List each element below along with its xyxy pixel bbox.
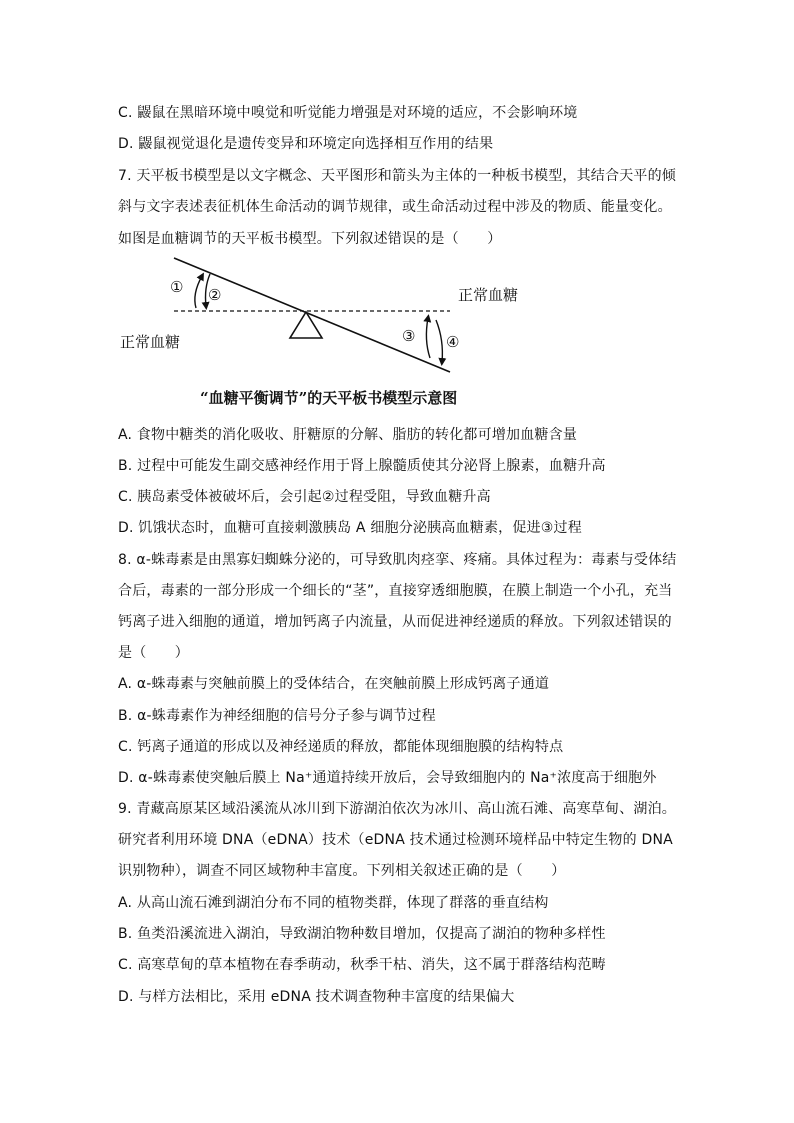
arrow-down-4 [436,320,442,362]
question-8-stem-line-4: 是（ ） [118,645,189,661]
option-c-q9: C. 高寒草甸的草本植物在春季萌动，秋季干枯、消失，这不属于群落结构范畴 [118,957,606,973]
option-a-q7: A. 食物中糖类的消化吸收、肝糖原的分解、脂肪的转化都可增加血糖含量 [118,427,578,443]
balance-beam [174,258,450,372]
option-c-q8: C. 钙离子通道的形成以及神经递质的释放，都能体现细胞膜的结构特点 [118,739,564,755]
balance-diagram [112,250,552,420]
question-7-stem-line-2: 斜与文字表述表征机体生命活动的调节规律，或生命活动过程中涉及的物质、能量变化。 [118,199,672,215]
fulcrum-triangle [290,312,322,338]
question-8-stem-line-2: 合后，毒素的一部分形成一个细长的“茎”，直接穿透细胞膜，在膜上制造一个小孔，充当 [118,583,673,599]
marker-4: ④ [446,333,460,351]
arrow-up-1 [195,276,202,308]
option-d-q8: D. α-蛛毒素使突触后膜上 Na⁺通道持续开放后，会导致细胞内的 Na⁺浓度高于细胞外 [118,770,657,786]
marker-1: ① [170,278,184,296]
option-d-q6: D. 鼹鼠视觉退化是遗传变异和环境定向选择相互作用的结果 [118,136,494,152]
right-label-normal-glucose: 正常血糖 [458,286,519,304]
question-7-stem-line-1: 7. 天平板书模型是以文字概念、天平图形和箭头为主体的一种板书模型，其结合天平的倾 [118,168,677,184]
question-8-stem-line-3: 钙离子进入细胞的通道，增加钙离子内流量，从而促进神经递质的释放。下列叙述错误的 [118,614,672,630]
arrow-up-3 [426,318,430,358]
left-label-normal-glucose: 正常血糖 [120,333,181,351]
diagram-caption: “血糖平衡调节”的天平板书模型示意图 [200,389,458,407]
question-9-stem-line-2: 研究者利用环境 DNA（eDNA）技术（eDNA 技术通过检测环境样品中特定生物的 DNA [118,832,673,848]
option-c-q7: C. 胰岛素受体被破坏后，会引起②过程受阻，导致血糖升高 [118,489,491,505]
question-9-stem-line-3: 识别物种），调查不同区域物种丰富度。下列相关叙述正确的是（ ） [118,863,566,879]
option-d-q9: D. 与样方法相比，采用 eDNA 技术调查物种丰富度的结果偏大 [118,989,515,1005]
question-7-stem-line-3: 如图是血糖调节的天平板书模型。下列叙述错误的是（ ） [118,231,502,247]
option-b-q9: B. 鱼类沿溪流进入湖泊，导致湖泊物种数目增加，仅提高了湖泊的物种多样性 [118,926,606,942]
option-d-q7: D. 饥饿状态时，血糖可直接刺激胰岛 A 细胞分泌胰高血糖素，促进③过程 [118,520,582,536]
option-b-q8: B. α-蛛毒素作为神经细胞的信号分子参与调节过程 [118,708,436,724]
marker-2: ② [208,286,222,304]
option-b-q7: B. 过程中可能发生副交感神经作用于肾上腺髓质使其分泌肾上腺素，血糖升高 [118,458,606,474]
marker-3: ③ [402,327,416,345]
option-a-q8: A. α-蛛毒素与突触前膜上的受体结合，在突触前膜上形成钙离子通道 [118,676,550,692]
option-a-q9: A. 从高山流石滩到湖泊分布不同的植物类群，体现了群落的垂直结构 [118,895,549,911]
option-c-q6: C. 鼹鼠在黑暗环境中嗅觉和听觉能力增强是对环境的适应，不会影响环境 [118,105,578,121]
question-9-stem-line-1: 9. 青藏高原某区域沿溪流从冰川到下游湖泊依次为冰川、高山流石滩、高寒草甸、湖泊。 [118,801,677,817]
question-8-stem-line-1: 8. α-蛛毒素是由黑寡妇蜘蛛分泌的，可导致肌肉痉挛、疼痛。具体过程为：毒素与受体结 [118,552,677,568]
